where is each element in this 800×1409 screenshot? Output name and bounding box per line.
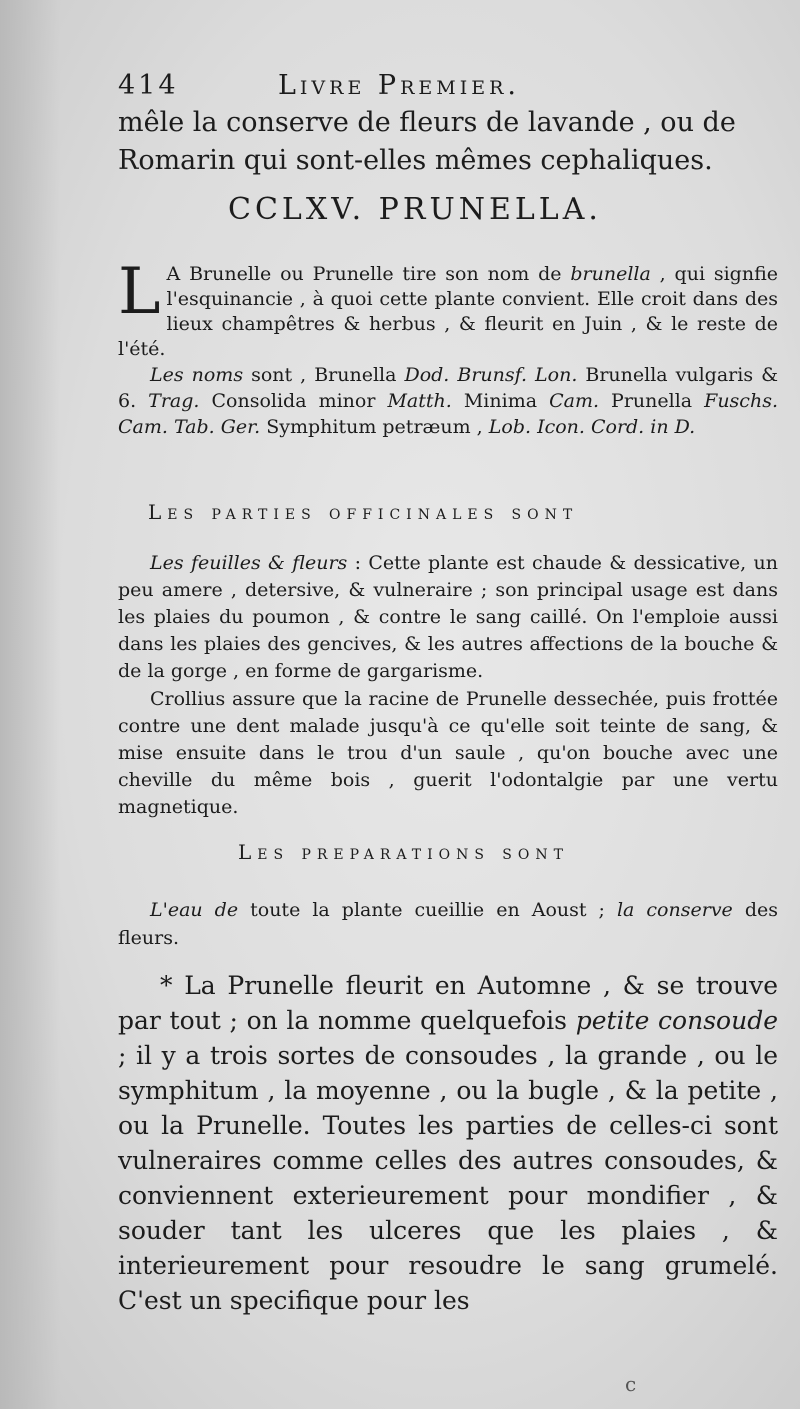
names-lead: Les noms <box>150 364 244 386</box>
intro-italic: brunella <box>570 263 651 285</box>
intro-paragraph <box>118 255 779 362</box>
official-paragraph <box>118 550 778 685</box>
continuation-paragraph: mêle la conserve de fleurs de lavande , ou de Romarin qui sont-elles mêmes cephaliques. <box>118 107 736 176</box>
page-gutter-shadow <box>0 0 60 1409</box>
drop-cap: L <box>118 255 161 329</box>
intro-text-b: , qui signfie l'esquinancie , à quoi cette plante convient. Elle croit dans des lieux champêtres & herbus , & fleurit en Juin , & le reste de l'été. <box>118 263 779 360</box>
official-text: : Cette plante est chaude & dessicative, un peu amere , detersive, & vulneraire ; son principal usage est dans les plaies du poumon , & contre le sang caillé. On l'emploie aussi dans les plaies des gencives, & les autres affections de la bouche & de la gorge , en forme de gargarisme. <box>118 552 778 682</box>
footnote-italic: petite consoude <box>575 1006 778 1035</box>
names-text-2: Brunella vulgaris & 6. <box>118 364 778 412</box>
names-author-5: Fuschs. Cam. Tab. Ger. <box>118 390 778 438</box>
names-author-4: Cam. <box>549 390 599 412</box>
names-author-6: Lob. Icon. Cord. in D. <box>488 416 696 438</box>
names-text-3: Consolida minor <box>199 390 388 412</box>
preparations-paragraph <box>118 896 778 952</box>
official-lead: Les feuilles & fleurs <box>150 552 348 574</box>
page-number: 414 <box>118 70 179 101</box>
names-text-4: Minima <box>451 390 550 412</box>
footnote-text-1: * La Prunelle fleurit en Automne , & se trouve par tout ; on la nomme quelquefois <box>118 971 778 1035</box>
preparations-text-2: des fleurs. <box>118 899 778 949</box>
bottom-mark: c <box>625 1372 637 1396</box>
names-paragraph <box>118 362 778 440</box>
preparations-lead: L'eau de <box>150 899 239 921</box>
footnote-text-2: ; il y a trois sortes de consoudes , la grande , ou le symphitum , la moyenne , ou la bugle , & la petite , ou la Prunelle. Toutes les parties de celles-ci sont vulneraires comme celles des autres consoudes, & conviennent exterieurement pour mondifier , & souder tant les ulceres que les plaies , & interieurement pour resoudre le sang grumelé. C'est un specifique pour les <box>118 1041 778 1315</box>
page-header <box>118 70 618 106</box>
names-text-1: sont , Brunella <box>243 364 405 386</box>
running-head: Livre Premier. <box>278 70 520 101</box>
preparations-italic: la conserve <box>616 899 733 921</box>
names-author-1: Dod. Brunsf. Lon. <box>404 364 578 386</box>
names-author-3: Matth. <box>387 390 452 412</box>
entry-title: CCLXV. PRUNELLA. <box>228 192 602 227</box>
crollius-paragraph: Crollius assure que la racine de Prunelle dessechée, puis frottée contre une dent malade jusqu'à ce qu'elle soit teinte de sang, & mise ensuite dans le trou d'un saule , qu'on bouche avec une cheville du même bois , guerit l'odontalgie par une vertu magnetique. <box>118 688 778 818</box>
preparations-text-1: toute la plante cueillie en Aoust ; <box>238 899 617 921</box>
intro-text-a: A Brunelle ou Prunelle tire son nom de <box>166 263 571 285</box>
names-author-2: Trag. <box>148 390 200 412</box>
names-text-5: Prunella <box>599 390 705 412</box>
section-heading-official: Les parties officinales sont <box>148 500 579 524</box>
section-heading-preparations: Les preparations sont <box>238 840 569 864</box>
names-text-6: Symphitum petræum , <box>260 416 489 438</box>
footnote-paragraph <box>118 968 778 1318</box>
